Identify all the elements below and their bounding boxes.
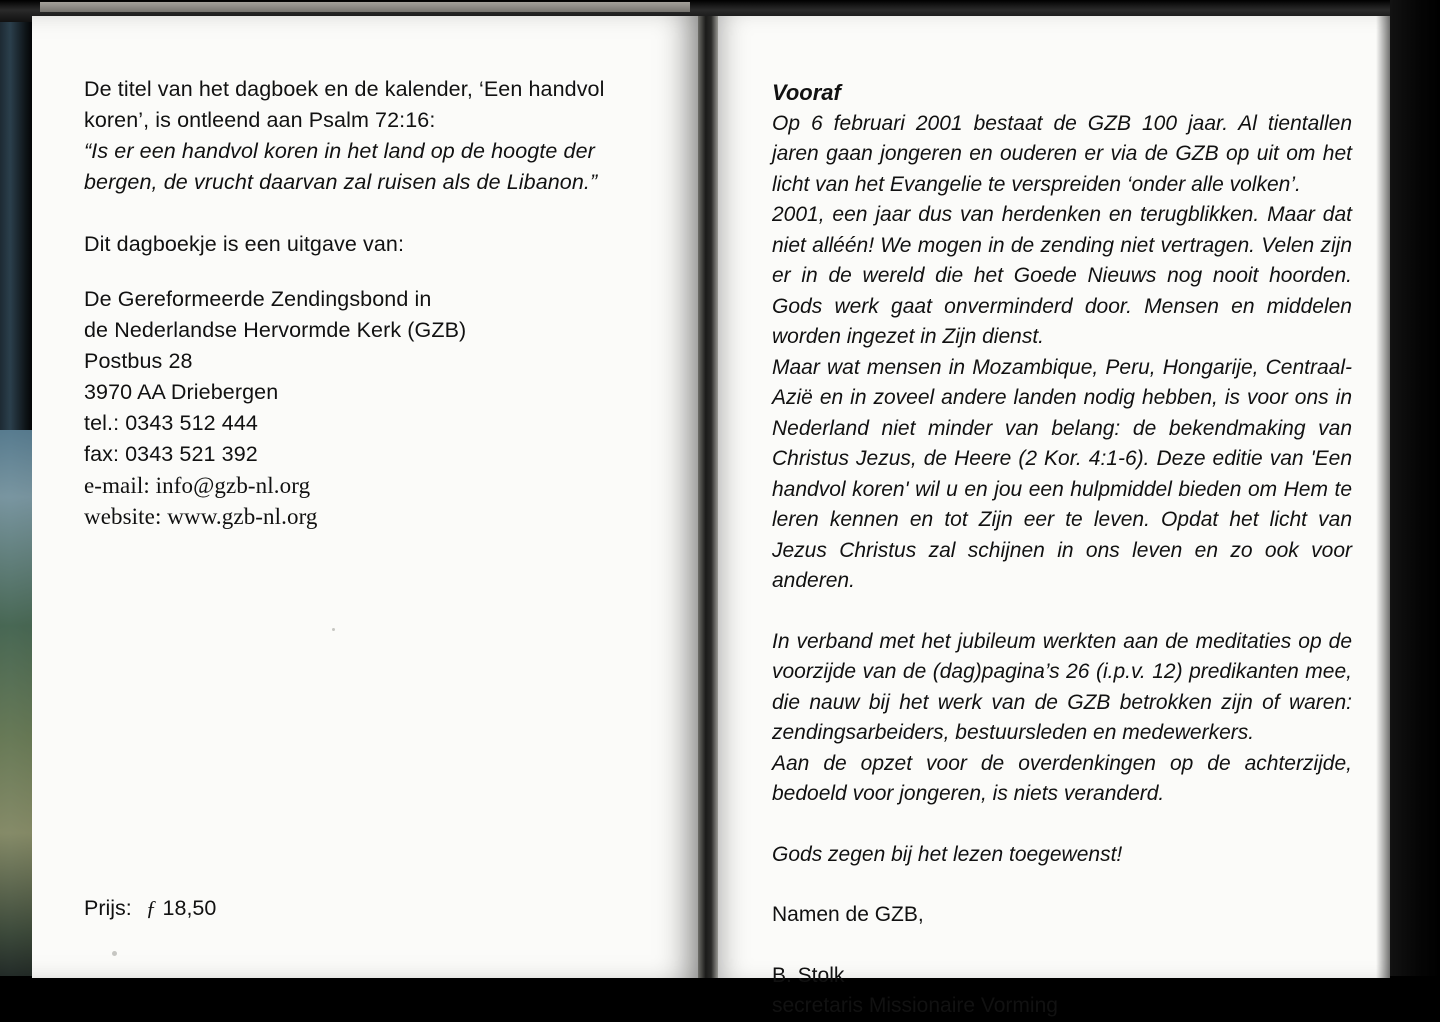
currency-symbol: ƒ: [145, 896, 157, 920]
right-page-content: [772, 78, 1352, 1022]
left-page-content: [84, 74, 654, 532]
address-line: fax: 0343 521 392: [84, 442, 258, 466]
price-block: [84, 896, 216, 921]
left-page: [32, 16, 700, 978]
publisher-intro: Dit dagboekje is een uitgave van:: [84, 232, 405, 256]
address-line: de Nederlandse Hervormde Kerk (GZB): [84, 318, 467, 342]
left-book-edge: [0, 0, 34, 990]
spacer: [772, 597, 1352, 627]
price-label: Prijs:: [84, 896, 132, 920]
address-line-website: website: www.gzb-nl.org: [84, 504, 318, 529]
address-line: 3970 AA Driebergen: [84, 380, 279, 404]
price-value: 18,50: [162, 896, 217, 920]
address-line: tel.: 0343 512 444: [84, 411, 258, 435]
address-line: De Gereformeerde Zendingsbond in: [84, 287, 432, 311]
paragraph: Aan de opzet voor de overdenkingen op de achterzijde, bedoeld voor jongeren, is niets veranderd.: [772, 751, 1352, 805]
spacer: [84, 260, 654, 284]
page-top-highlight: [40, 2, 690, 12]
right-book-edge: [1390, 0, 1440, 990]
spacer: [772, 931, 1352, 961]
signature-role: secretaris Missionaire Vorming: [772, 994, 1058, 1017]
paragraph: Op 6 februari 2001 bestaat de GZB 100 jaar. Al tientallen jaren gaan jongeren en ouderen er via de GZB op uit om het licht van het Evangelie te verspreiden ‘onder alle volken’.: [772, 111, 1352, 196]
paragraph: 2001, een jaar dus van herdenken en terugblikken. Maar dat niet alléén! We mogen in de zending niet vertragen. Velen zijn er in de wereld die het Goede Nieuws nog nooit hoorden. Gods werk gaat onverminderd door. Mensen en middelen worden ingezet in Zijn dienst.: [772, 203, 1352, 348]
publisher-address: [84, 284, 654, 532]
spacer: [772, 870, 1352, 900]
book-gutter: [698, 16, 720, 978]
address-line-email: e-mail: info@gzb-nl.org: [84, 473, 311, 498]
right-page: [718, 16, 1390, 1017]
signature-name: B. Stolk: [772, 963, 845, 987]
scan-speck: [112, 951, 117, 956]
spacer: [772, 810, 1352, 840]
address-line: Postbus 28: [84, 349, 193, 373]
paragraph: In verband met het jubileum werkten aan de meditaties op de voorzijde van de (dag)pagina’s 26 (i.p.v. 12) predikanten mee, die nauw bij het werk van de GZB betrokken zijn of waren: zendingsarbeiders, bestuursleden en medewerkers.: [772, 629, 1352, 744]
paragraph: Maar wat mensen in Mozambique, Peru, Hongarije, Centraal-Azië en in zoveel andere landen nodig hebben, is voor ons in Nederland niet minder van belang: de bekendmaking van Christus Jezus, de Heere (2 Kor. 4:1-6). Deze editie van 'Een handvol koren' wil u en jou een hulpmiddel bieden om Hem te leren kennen en tot Zijn eer te leven. Opdat het licht van Jezus Christus zal schijnen in ons leven en zo ook voor anderen.: [772, 355, 1352, 592]
cover-photo-strip: [0, 430, 34, 990]
page-shadow: [1376, 16, 1390, 978]
blessing-line: Gods zegen bij het lezen toegewenst!: [772, 842, 1123, 866]
closing-line: Namen de GZB,: [772, 903, 924, 926]
scan-speck: [332, 628, 335, 631]
intro-paragraph: De titel van het dagboek en de kalender, ‘Een handvol koren’, is ontleend aan Psalm 72:16:: [84, 77, 605, 132]
section-title: Vooraf: [772, 80, 841, 105]
psalm-quote: “Is er een handvol koren in het land op de hoogte der bergen, de vrucht daarvan zal ruisen als de Libanon.”: [84, 139, 598, 194]
spacer: [84, 198, 654, 229]
